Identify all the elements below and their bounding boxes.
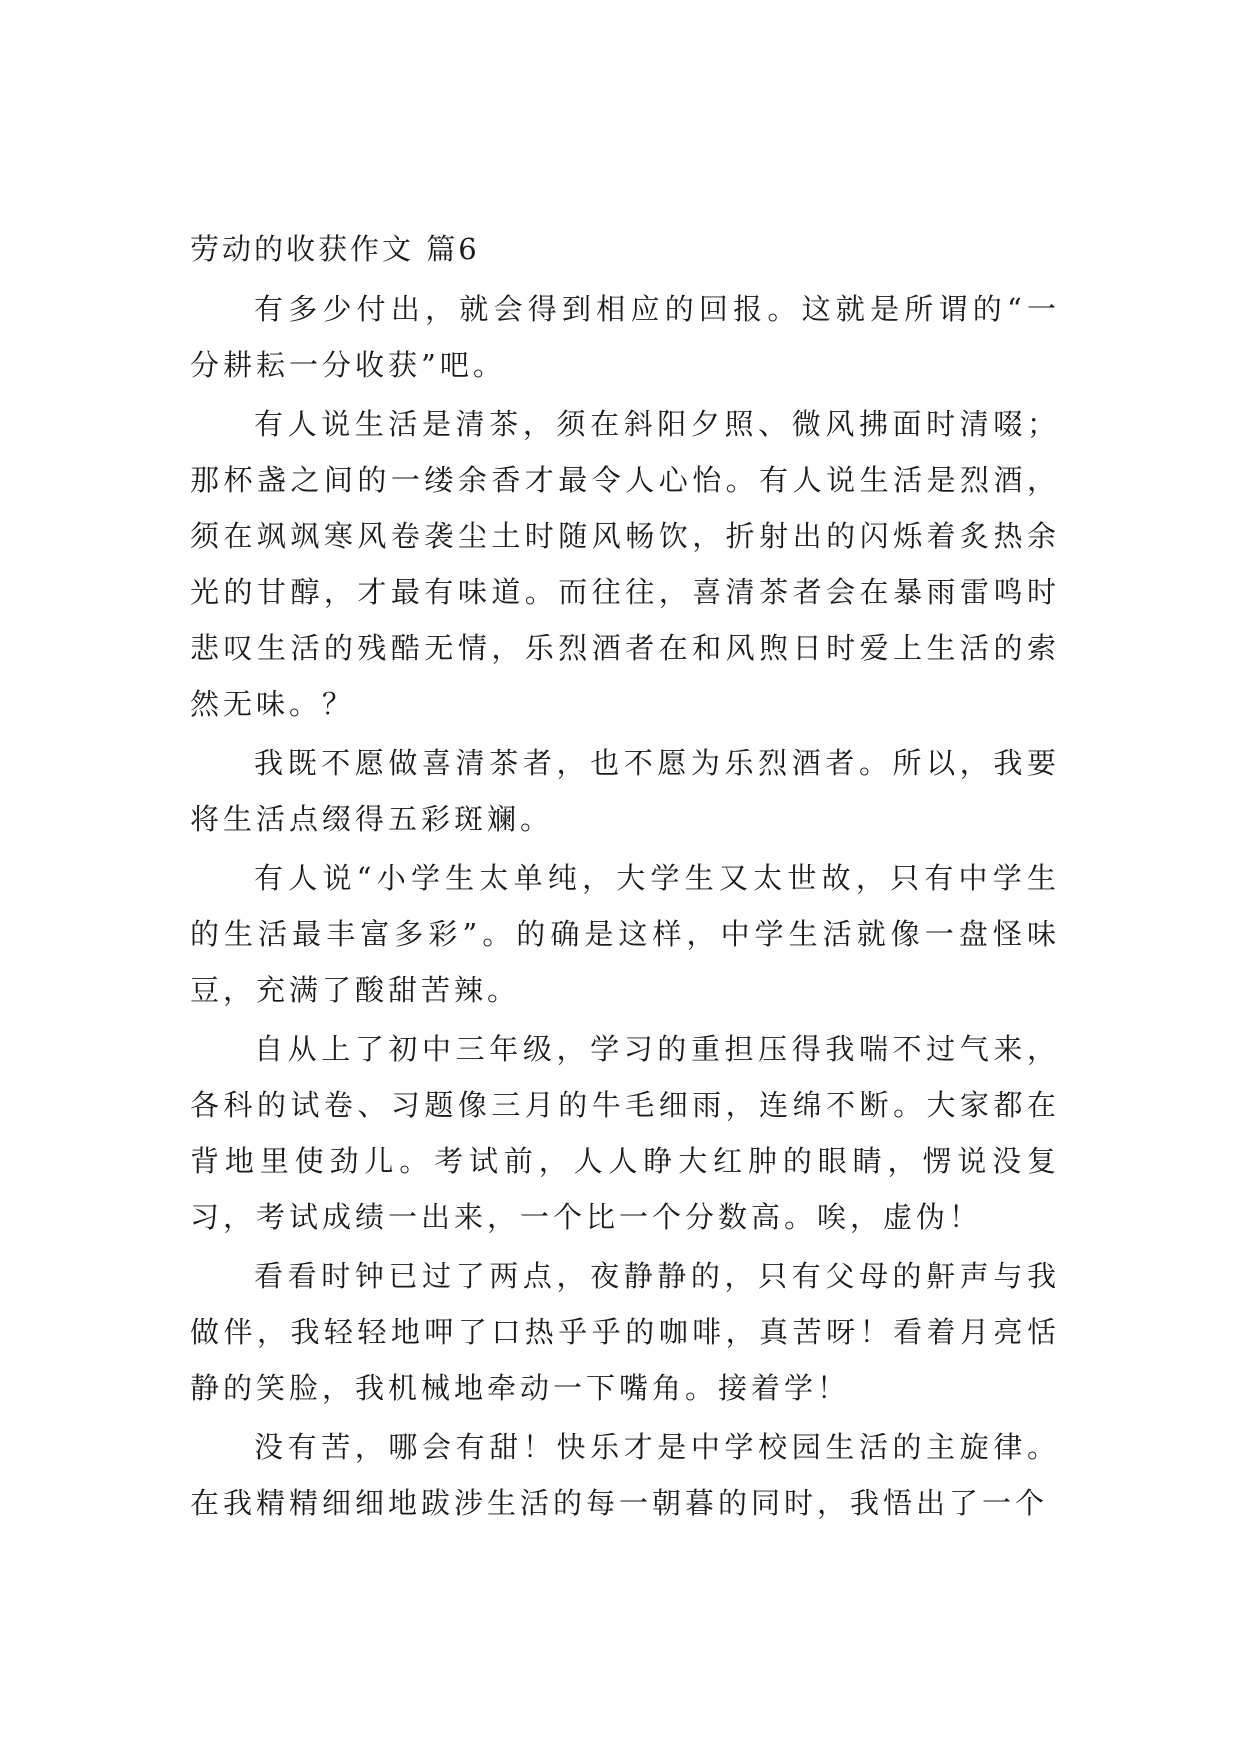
paragraph: 自从上了初中三年级，学习的重担压得我喘不过气来，各科的试卷、习题像三月的牛毛细雨，连绵不断。大家都在背地里使劲儿。考试前，人人睁大红肿的眼睛，愣说没复习，考试成绩一出来，一个比一个分数高。唉，虚伪！ xyxy=(190,1032,1060,1234)
paragraph: 有人说“小学生太单纯，大学生又太世故，只有中学生的生活最丰富多彩”。的确是这样，中学生活就像一盘怪味豆，充满了酸甜苦辣。 xyxy=(190,861,1060,1007)
paragraph: 有人说生活是清茶，须在斜阳夕照、微风拂面时清啜；那杯盏之间的一缕余香才最令人心怡。有人说生活是烈酒，须在飒飒寒风卷袭尘土时随风畅饮，折射出的闪烁着炙热余光的甘醇，才最有味道。而往往，喜清茶者会在暴雨雷鸣时悲叹生活的残酷无情，乐烈酒者在和风煦日时爱上生活的索然无味。？ xyxy=(190,407,1060,721)
paragraph: 没有苦，哪会有甜！快乐才是中学校园生活的主旋律。在我精精细细地跋涉生活的每一朝暮的同时，我悟出了一个 xyxy=(190,1430,1060,1520)
paragraph: 看看时钟已过了两点，夜静静的，只有父母的鼾声与我做伴，我轻轻地呷了口热乎乎的咖啡，真苦呀！看着月亮恬静的笑脸，我机械地牵动一下嘴角。接着学！ xyxy=(190,1259,1060,1405)
document-title: 劳动的收获作文 篇6 xyxy=(190,232,480,266)
paragraph: 有多少付出，就会得到相应的回报。这就是所谓的“一分耕耘一分收获”吧。 xyxy=(190,292,1060,382)
document-body xyxy=(190,221,1060,1534)
paragraph: 我既不愿做喜清茶者，也不愿为乐烈酒者。所以，我要将生活点缀得五彩斑斓。 xyxy=(190,746,1060,836)
